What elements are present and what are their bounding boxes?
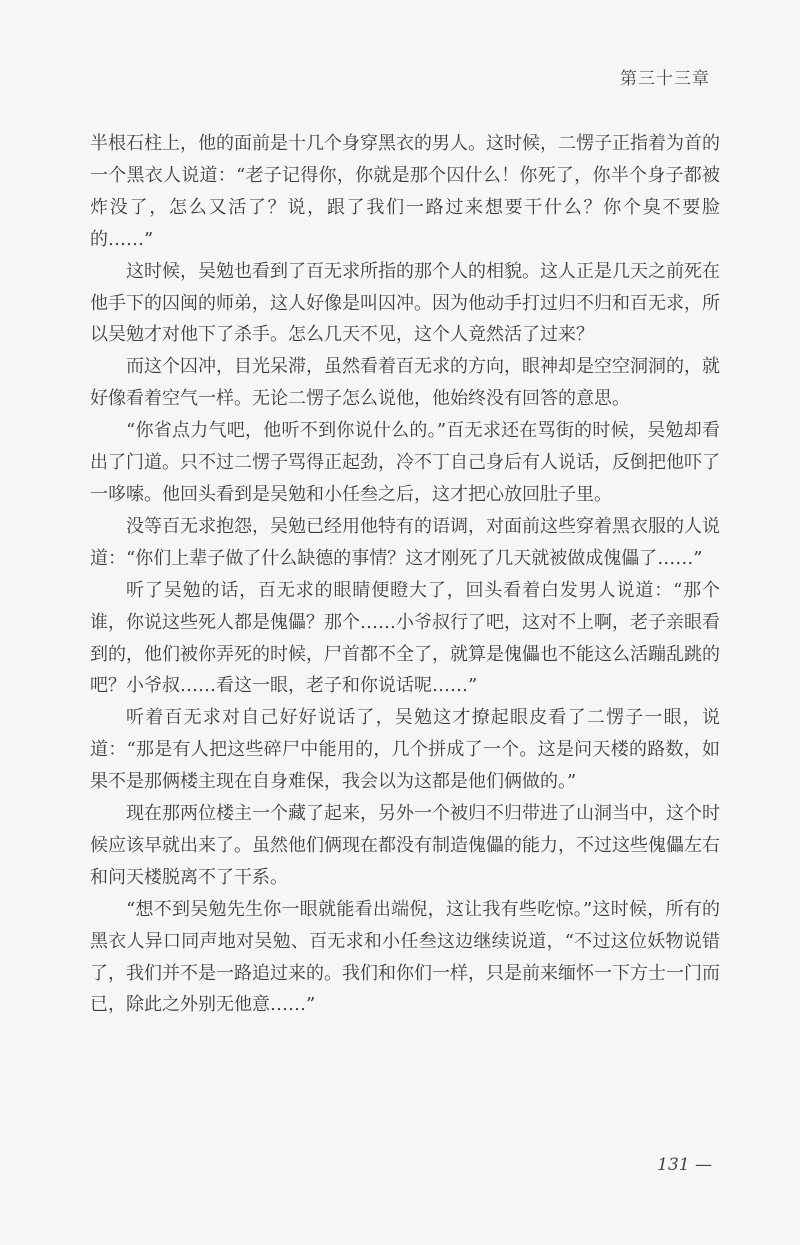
paragraph-2: 这时候，吴勉也看到了百无求所指的那个人的相貌。这人正是几天之前死在他手下的囚闽的师弟，这人好像是叫囚冲。因为他动手打过归不归和百无求，所以吴勉才对他下了杀手。怎么几天不见，这个人竟然活了过来？: [90, 260, 720, 346]
paragraph-9: “想不到吴勉先生你一眼就能看出端倪，这让我有些吃惊。”这时候，所有的黑衣人异口同声地对吴勉、百无求和小任叁这边继续说道，“不过这位妖物说错了，我们并不是一路追过来的。我们和你们一样，只是前来缅怀一下方士一门而已，除此之外别无他意……”: [90, 898, 720, 1016]
paragraph-8: 现在那两位楼主一个藏了起来，另外一个被归不归带进了山洞当中，这个时候应该早就出来了。虽然他们俩现在都没有制造傀儡的能力，不过这些傀儡左右和问天楼脱离不了干系。: [90, 803, 720, 888]
paragraph-3: 而这个囚冲，目光呆滞，虽然看着百无求的方向，眼神却是空空洞洞的，就好像看着空气一样。无论二愣子怎么说他，他始终没有回答的意思。: [90, 356, 720, 410]
paragraph-7: 听着百无求对自己好好说话了，吴勉这才撩起眼皮看了二愣子一眼，说道：“那是有人把这些碎尸中能用的，几个拼成了一个。这是问天楼的路数，如果不是那俩楼主现在自身难保，我会以为这都是他们俩做的。”: [90, 707, 720, 793]
paragraph-5: 没等百无求抱怨，吴勉已经用他特有的语调，对面前这些穿着黑衣服的人说道：“你们上辈子做了什么缺德的事情？这才刚死了几天就被做成傀儡了……”: [90, 515, 720, 569]
paragraph-4: “你省点力气吧，他听不到你说什么的。”百无求还在骂街的时候，吴勉却看出了门道。只不过二愣子骂得正起劲，冷不丁自己身后有人说话，反倒把他吓了一哆嗦。他回头看到是吴勉和小任叁之后，这才把心放回肚子里。: [90, 420, 720, 505]
body-text: [90, 128, 720, 1021]
paragraph-1: 半根石柱上，他的面前是十几个身穿黑衣的男人。这时候，二愣子正指着为首的一个黑衣人说道：“老子记得你，你就是那个囚什么！你死了，你半个身子都被炸没了，怎么又活了？说，跟了我们一路过来想要干什么？你个臭不要脸的……”: [90, 133, 720, 250]
chapter-header: 第三十三章: [620, 69, 710, 89]
page-number: 131 —: [657, 1155, 712, 1175]
paragraph-6: 听了吴勉的话，百无求的眼睛便瞪大了，回头看着白发男人说道：“那个谁，你说这些死人都是傀儡？那个……小爷叔行了吧，这对不上啊，老子亲眼看到的，他们被你弄死的时候，尸首都不全了，就算是傀儡也不能这么活蹦乱跳的吧？小爷叔……看这一眼，老子和你说话呢……”: [90, 579, 720, 697]
